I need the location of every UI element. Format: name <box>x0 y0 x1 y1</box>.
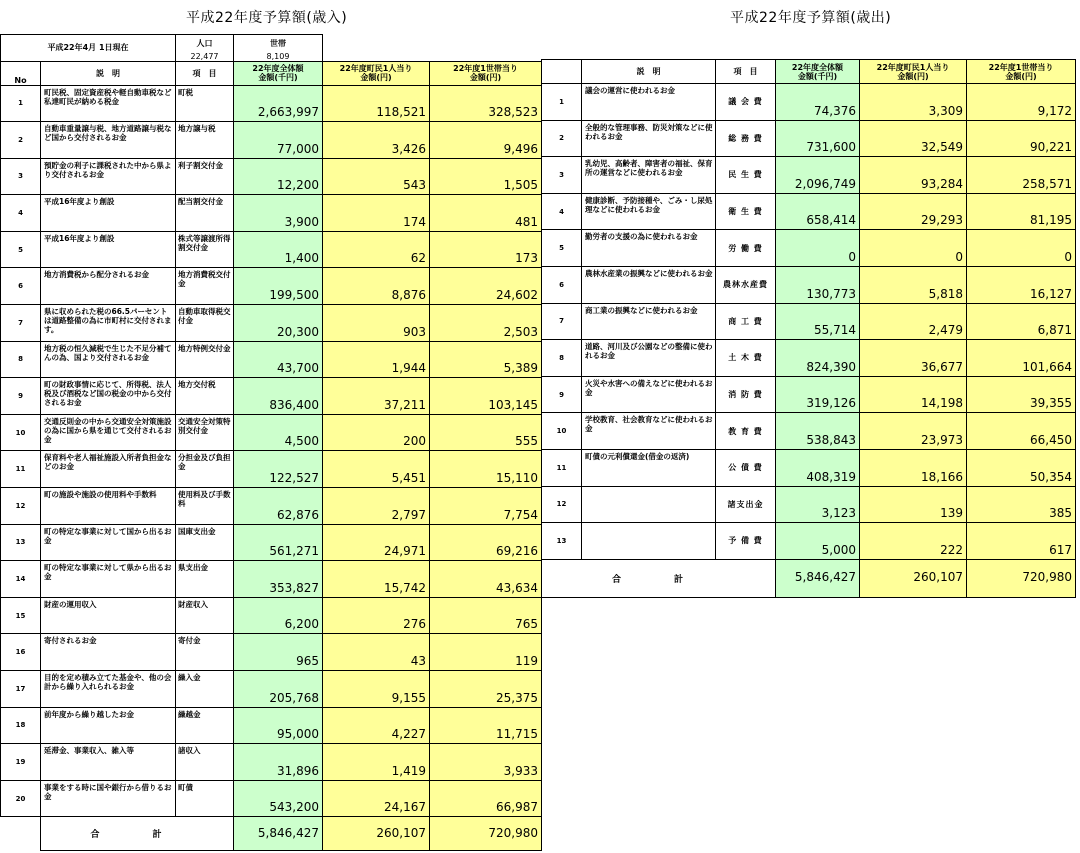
table-row <box>542 376 1076 413</box>
row-description: 平成16年度より創設 <box>41 231 176 268</box>
row-total-amount: 122,527 <box>234 451 323 488</box>
row-number: 12 <box>1 488 41 525</box>
row-per-household: 90,221 <box>967 120 1076 157</box>
exp-header-per-person: 22年度町民1人当り 金額(円) <box>860 60 967 84</box>
row-per-person: 222 <box>860 523 967 560</box>
revenue-total-row <box>1 817 542 851</box>
row-per-household: 11,715 <box>430 707 542 744</box>
row-per-household: 39,355 <box>967 376 1076 413</box>
row-item: 地方消費税交付金 <box>176 268 234 305</box>
row-total-amount: 43,700 <box>234 341 323 378</box>
table-row <box>1 780 542 817</box>
row-item: 土 木 費 <box>716 340 776 377</box>
table-row <box>1 451 542 488</box>
row-description: 事業をする時に国や銀行から借りるお金 <box>41 780 176 817</box>
row-item: 繰入金 <box>176 671 234 708</box>
row-per-household: 5,389 <box>430 341 542 378</box>
row-per-household: 66,987 <box>430 780 542 817</box>
row-number: 20 <box>1 780 41 817</box>
table-row <box>542 157 1076 194</box>
table-row <box>1 231 542 268</box>
row-number: 4 <box>542 193 582 230</box>
row-total-amount: 2,663,997 <box>234 85 323 122</box>
table-row <box>1 744 542 781</box>
header-item: 項 目 <box>176 61 234 85</box>
row-per-person: 2,797 <box>323 488 430 525</box>
row-description: 町の特定な事業に対して県から出るお金 <box>41 561 176 598</box>
table-row <box>1 524 542 561</box>
row-number: 11 <box>1 451 41 488</box>
row-description: 町民税、固定資産税や軽自動車税など私達町民が納める税金 <box>41 85 176 122</box>
row-number: 18 <box>1 707 41 744</box>
row-item: 町債 <box>176 780 234 817</box>
row-total-amount: 731,600 <box>776 120 860 157</box>
row-total-amount: 3,123 <box>776 486 860 523</box>
row-item: 農林水産費 <box>716 266 776 303</box>
table-row <box>1 634 542 671</box>
household-value: 8,109 <box>234 52 323 62</box>
revenue-header-row <box>1 61 542 85</box>
row-description: 議会の運営に使われるお金 <box>582 84 716 121</box>
row-per-household: 7,754 <box>430 488 542 525</box>
expenditure-total-per-person: 260,107 <box>860 559 967 597</box>
row-total-amount: 62,876 <box>234 488 323 525</box>
revenue-table <box>0 34 542 851</box>
row-total-amount: 965 <box>234 634 323 671</box>
revenue-total-amount: 5,846,427 <box>234 817 323 851</box>
row-item: 諸収入 <box>176 744 234 781</box>
row-item: 国庫支出金 <box>176 524 234 561</box>
row-per-household: 9,496 <box>430 122 542 159</box>
table-row <box>542 303 1076 340</box>
row-total-amount: 6,200 <box>234 597 323 634</box>
row-number: 8 <box>1 341 41 378</box>
row-per-household: 103,145 <box>430 378 542 415</box>
row-number: 7 <box>542 303 582 340</box>
table-row <box>1 195 542 232</box>
row-description: 商工業の振興などに使われるお金 <box>582 303 716 340</box>
row-per-household: 6,871 <box>967 303 1076 340</box>
row-description: 健康診断、予防接種や、ごみ・し尿処理などに使われるお金 <box>582 193 716 230</box>
row-number: 9 <box>1 378 41 415</box>
row-per-household: 0 <box>967 230 1076 267</box>
row-per-person: 8,876 <box>323 268 430 305</box>
row-per-household: 119 <box>430 634 542 671</box>
row-total-amount: 836,400 <box>234 378 323 415</box>
row-total-amount: 130,773 <box>776 266 860 303</box>
row-per-household: 1,505 <box>430 158 542 195</box>
row-number: 3 <box>1 158 41 195</box>
revenue-total-per-person: 260,107 <box>323 817 430 851</box>
row-item: 県支出金 <box>176 561 234 598</box>
row-description: 全般的な管理事務、防災対策などに使われるお金 <box>582 120 716 157</box>
row-per-person: 4,227 <box>323 707 430 744</box>
row-item: 商 工 費 <box>716 303 776 340</box>
row-item: 教 育 費 <box>716 413 776 450</box>
row-number: 10 <box>542 413 582 450</box>
table-row <box>542 523 1076 560</box>
row-total-amount: 199,500 <box>234 268 323 305</box>
row-per-household: 69,216 <box>430 524 542 561</box>
table-row <box>1 561 542 598</box>
expenditure-title: 平成22年度予算額(歳出) <box>730 10 892 26</box>
row-per-person: 23,973 <box>860 413 967 450</box>
table-row <box>1 158 542 195</box>
row-per-person: 3,309 <box>860 84 967 121</box>
row-item: 配当割交付金 <box>176 195 234 232</box>
row-per-household: 385 <box>967 486 1076 523</box>
row-item: 民 生 費 <box>716 157 776 194</box>
exp-header-desc: 説 明 <box>582 60 716 84</box>
exp-header-total: 22年度全体額 金額(千円) <box>776 60 860 84</box>
population-value: 22,477 <box>176 52 234 62</box>
row-per-person: 24,167 <box>323 780 430 817</box>
row-total-amount: 5,000 <box>776 523 860 560</box>
row-description: 道路、河川及び公園などの整備に使われるお金 <box>582 340 716 377</box>
row-item: 自動車取得税交付金 <box>176 305 234 342</box>
row-description: 平成16年度より創設 <box>41 195 176 232</box>
expenditure-total-per-household: 720,980 <box>967 559 1076 597</box>
row-description: 農林水産業の振興などに使われるお金 <box>582 266 716 303</box>
table-row <box>1 268 542 305</box>
row-total-amount: 319,126 <box>776 376 860 413</box>
row-number: 11 <box>542 449 582 486</box>
row-number: 7 <box>1 305 41 342</box>
row-description: 地方消費税から配分されるお金 <box>41 268 176 305</box>
table-row <box>1 122 542 159</box>
row-per-person: 36,677 <box>860 340 967 377</box>
row-total-amount: 3,900 <box>234 195 323 232</box>
row-per-household: 765 <box>430 597 542 634</box>
row-per-person: 29,293 <box>860 193 967 230</box>
row-per-person: 93,284 <box>860 157 967 194</box>
row-per-person: 15,742 <box>323 561 430 598</box>
row-description <box>582 523 716 560</box>
row-item: 消 防 費 <box>716 376 776 413</box>
table-row <box>542 266 1076 303</box>
row-number: 4 <box>1 195 41 232</box>
row-total-amount: 12,200 <box>234 158 323 195</box>
table-row <box>542 413 1076 450</box>
row-item: 財産収入 <box>176 597 234 634</box>
row-total-amount: 77,000 <box>234 122 323 159</box>
row-description: 町の特定な事業に対して国から出るお金 <box>41 524 176 561</box>
expenditure-table <box>541 59 1076 598</box>
row-description: 乳幼児、高齢者、障害者の福祉、保育所の運営などに使われるお金 <box>582 157 716 194</box>
table-row <box>542 84 1076 121</box>
row-per-person: 543 <box>323 158 430 195</box>
table-row <box>542 230 1076 267</box>
row-per-person: 14,198 <box>860 376 967 413</box>
row-description <box>582 486 716 523</box>
row-item: 議 会 費 <box>716 84 776 121</box>
row-number: 13 <box>1 524 41 561</box>
table-row <box>542 340 1076 377</box>
row-per-person: 32,549 <box>860 120 967 157</box>
row-item: 分担金及び負担金 <box>176 451 234 488</box>
row-item: 寄付金 <box>176 634 234 671</box>
row-description: 交通反則金の中から交通安全対策施設の為に国から県を通じて交付されるお金 <box>41 414 176 451</box>
row-item: 交通安全対策特別交付金 <box>176 414 234 451</box>
row-item: 諸支出金 <box>716 486 776 523</box>
row-per-household: 617 <box>967 523 1076 560</box>
row-per-household: 24,602 <box>430 268 542 305</box>
revenue-total-label: 合 計 <box>41 817 234 851</box>
row-per-household: 43,634 <box>430 561 542 598</box>
row-item: 地方譲与税 <box>176 122 234 159</box>
row-per-household: 3,933 <box>430 744 542 781</box>
row-per-household: 9,172 <box>967 84 1076 121</box>
row-number: 10 <box>1 414 41 451</box>
table-row <box>1 707 542 744</box>
row-item: 町税 <box>176 85 234 122</box>
row-per-person: 118,521 <box>323 85 430 122</box>
row-item: 繰越金 <box>176 707 234 744</box>
exp-header-item: 項 目 <box>716 60 776 84</box>
row-per-person: 2,479 <box>860 303 967 340</box>
expenditure-total-row <box>542 559 1076 597</box>
table-row <box>1 305 542 342</box>
row-number: 12 <box>542 486 582 523</box>
row-description: 町の財政事情に応じて、所得税、法人税及び酒税など国の税金の中から交付されるお金 <box>41 378 176 415</box>
table-row <box>1 341 542 378</box>
row-total-amount: 4,500 <box>234 414 323 451</box>
row-per-person: 903 <box>323 305 430 342</box>
row-description: 火災や水害への備えなどに使われるお金 <box>582 376 716 413</box>
row-number: 5 <box>1 231 41 268</box>
row-description: 寄付されるお金 <box>41 634 176 671</box>
expenditure-total-amount: 5,846,427 <box>776 559 860 597</box>
row-per-household: 2,503 <box>430 305 542 342</box>
row-number: 9 <box>542 376 582 413</box>
row-item: 利子割交付金 <box>176 158 234 195</box>
table-row <box>1 414 542 451</box>
revenue-total-per-household: 720,980 <box>430 817 542 851</box>
table-row <box>542 449 1076 486</box>
population-label: 人口 <box>176 35 234 52</box>
row-total-amount: 561,271 <box>234 524 323 561</box>
row-item: 総 務 費 <box>716 120 776 157</box>
row-per-person: 5,818 <box>860 266 967 303</box>
row-total-amount: 2,096,749 <box>776 157 860 194</box>
row-item: 使用料及び手数料 <box>176 488 234 525</box>
table-row <box>1 85 542 122</box>
row-number: 8 <box>542 340 582 377</box>
row-item: 地方特例交付金 <box>176 341 234 378</box>
row-total-amount: 658,414 <box>776 193 860 230</box>
row-per-person: 0 <box>860 230 967 267</box>
row-description: 町債の元利償還金(借金の返済) <box>582 449 716 486</box>
row-number: 17 <box>1 671 41 708</box>
row-description: 保育料や老人福祉施設入所者負担金などのお金 <box>41 451 176 488</box>
row-total-amount: 538,843 <box>776 413 860 450</box>
row-total-amount: 824,390 <box>776 340 860 377</box>
row-description: 延滞金、事業収入、雑入等 <box>41 744 176 781</box>
header-total: 22年度全体額 金額(千円) <box>234 61 323 85</box>
row-per-person: 200 <box>323 414 430 451</box>
exp-header-per-household: 22年度1世帯当り 金額(円) <box>967 60 1076 84</box>
header-no: No <box>1 61 41 85</box>
table-row <box>542 120 1076 157</box>
row-description: 勤労者の支援の為に使われるお金 <box>582 230 716 267</box>
row-item: 予 備 費 <box>716 523 776 560</box>
row-total-amount: 0 <box>776 230 860 267</box>
table-row <box>542 193 1076 230</box>
row-per-household: 101,664 <box>967 340 1076 377</box>
row-number: 6 <box>542 266 582 303</box>
row-per-person: 5,451 <box>323 451 430 488</box>
row-number: 6 <box>1 268 41 305</box>
row-number: 19 <box>1 744 41 781</box>
row-number: 14 <box>1 561 41 598</box>
row-total-amount: 31,896 <box>234 744 323 781</box>
row-total-amount: 408,319 <box>776 449 860 486</box>
row-per-household: 66,450 <box>967 413 1076 450</box>
row-per-household: 555 <box>430 414 542 451</box>
row-item: 公 債 費 <box>716 449 776 486</box>
table-row <box>1 378 542 415</box>
table-row <box>1 597 542 634</box>
row-description: 預貯金の利子に課税された中から県より交付されるお金 <box>41 158 176 195</box>
row-number: 1 <box>542 84 582 121</box>
row-per-household: 258,571 <box>967 157 1076 194</box>
row-total-amount: 543,200 <box>234 780 323 817</box>
row-per-person: 43 <box>323 634 430 671</box>
row-per-person: 18,166 <box>860 449 967 486</box>
row-per-household: 50,354 <box>967 449 1076 486</box>
row-total-amount: 20,300 <box>234 305 323 342</box>
row-per-person: 1,419 <box>323 744 430 781</box>
row-description: 自動車重量譲与税、地方道路譲与税など国から交付されるお金 <box>41 122 176 159</box>
row-total-amount: 353,827 <box>234 561 323 598</box>
row-per-household: 81,195 <box>967 193 1076 230</box>
row-number: 5 <box>542 230 582 267</box>
row-per-household: 173 <box>430 231 542 268</box>
row-description: 目的を定め積み立てた基金や、他の会計から繰り入れられるお金 <box>41 671 176 708</box>
header-per-person: 22年度町民1人当り 金額(円) <box>323 61 430 85</box>
row-total-amount: 55,714 <box>776 303 860 340</box>
row-total-amount: 95,000 <box>234 707 323 744</box>
row-item: 衛 生 費 <box>716 193 776 230</box>
table-row <box>542 486 1076 523</box>
row-number: 2 <box>1 122 41 159</box>
row-number: 3 <box>542 157 582 194</box>
row-per-person: 276 <box>323 597 430 634</box>
row-item: 地方交付税 <box>176 378 234 415</box>
row-per-person: 139 <box>860 486 967 523</box>
row-per-household: 328,523 <box>430 85 542 122</box>
as-of-date: 平成22年4月 1日現在 <box>1 35 176 62</box>
header-desc: 説 明 <box>41 61 176 85</box>
row-per-household: 16,127 <box>967 266 1076 303</box>
row-description: 町の施設や施設の使用料や手数料 <box>41 488 176 525</box>
row-per-person: 1,944 <box>323 341 430 378</box>
row-number: 2 <box>542 120 582 157</box>
row-description: 学校教育、社会教育などに使われるお金 <box>582 413 716 450</box>
row-per-household: 15,110 <box>430 451 542 488</box>
row-description: 財産の運用収入 <box>41 597 176 634</box>
row-description: 地方税の恒久減税で生じた不足分補てんの為、国より交付されるお金 <box>41 341 176 378</box>
row-number: 1 <box>1 85 41 122</box>
row-per-person: 9,155 <box>323 671 430 708</box>
row-per-person: 174 <box>323 195 430 232</box>
row-per-household: 481 <box>430 195 542 232</box>
row-number: 15 <box>1 597 41 634</box>
expenditure-header-row <box>542 60 1076 84</box>
row-number: 16 <box>1 634 41 671</box>
row-description: 県に収められた税の66.5パーセントは道路整備の為に市町村に交付されます。 <box>41 305 176 342</box>
row-description: 前年度から繰り越したお金 <box>41 707 176 744</box>
expenditure-total-label: 合 計 <box>542 559 776 597</box>
row-per-person: 24,971 <box>323 524 430 561</box>
row-total-amount: 74,376 <box>776 84 860 121</box>
row-item: 労 働 費 <box>716 230 776 267</box>
row-number: 13 <box>542 523 582 560</box>
row-per-household: 25,375 <box>430 671 542 708</box>
revenue-title: 平成22年度予算額(歳入) <box>186 10 348 26</box>
header-per-household: 22年度1世帯当り 金額(円) <box>430 61 542 85</box>
row-per-person: 3,426 <box>323 122 430 159</box>
table-row <box>1 671 542 708</box>
row-per-person: 37,211 <box>323 378 430 415</box>
table-row <box>1 488 542 525</box>
household-label: 世帯 <box>234 35 323 52</box>
row-total-amount: 205,768 <box>234 671 323 708</box>
row-item: 株式等譲渡所得割交付金 <box>176 231 234 268</box>
row-per-person: 62 <box>323 231 430 268</box>
row-total-amount: 1,400 <box>234 231 323 268</box>
